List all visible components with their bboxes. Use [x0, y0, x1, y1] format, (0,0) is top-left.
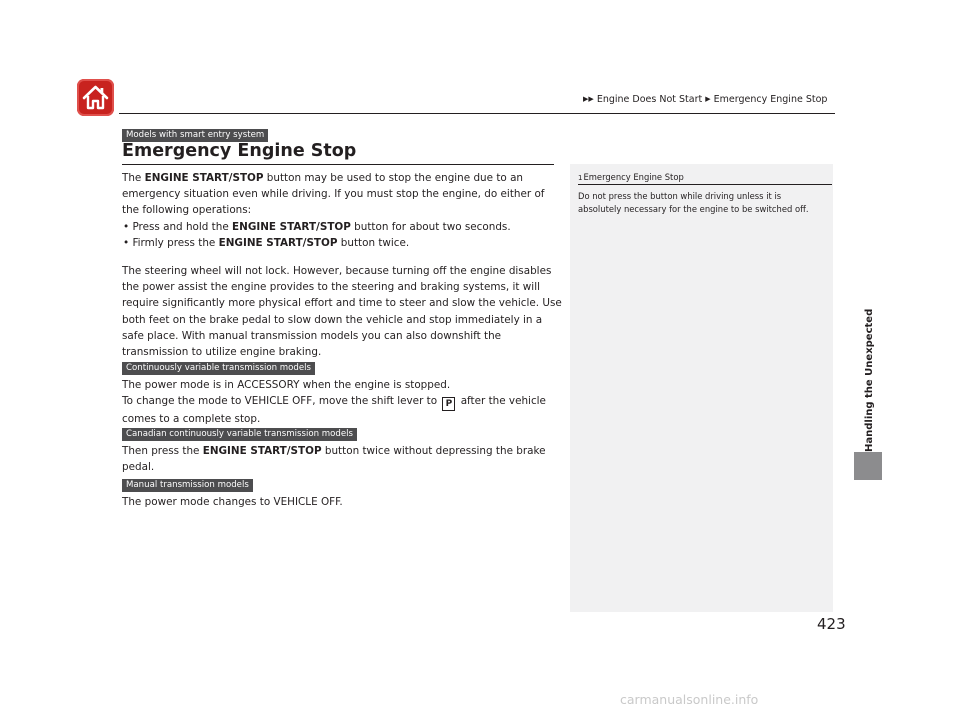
note-title-text: Emergency Engine Stop: [583, 172, 684, 182]
cvt-line-1: The power mode is in ACCESSORY when the engine is stopped.: [122, 379, 451, 391]
double-arrow-icon: ▶▶: [583, 95, 594, 103]
breadcrumb: [583, 94, 827, 105]
bullet2-post: button twice.: [337, 236, 410, 249]
manual-paragraph: The power mode changes to VEHICLE OFF.: [122, 496, 343, 508]
home-icon: [81, 83, 110, 112]
intro-text-post: button may be used to stop the engine due to an emergency situation even while driving. If you must stop the engine, do either of the following operations:: [122, 172, 545, 217]
bullet2-pre: Firmly press the: [132, 236, 219, 249]
arrow-icon: ▶: [705, 95, 711, 103]
bullet1-pre: Press and hold the: [132, 220, 233, 233]
tag-smart-entry: Models with smart entry system: [122, 129, 268, 142]
steering-paragraph: The steering wheel will not lock. However, because turning off the engine disables the power assist the engine provides to the steering and braking systems, it will require significantly more physical effort and time to steer and slow the vehicle. Use both feet on the brake pedal to slow down the vehicle and stop immediately in a safe place. With manual transmission models you can also downshift the transmission to utilize engine braking.: [122, 265, 562, 359]
sidebar-note-title: [578, 172, 832, 185]
bullet2-button-name: ENGINE START/STOP: [218, 236, 338, 249]
home-button[interactable]: [77, 79, 114, 116]
tag-cvt: Continuously variable transmission models: [122, 362, 315, 375]
header-divider: [119, 113, 835, 114]
title-divider: [122, 164, 554, 165]
page-title: Emergency Engine Stop: [122, 141, 357, 161]
bullet1-post: button for about two seconds.: [350, 220, 511, 233]
cvt-paragraph: [122, 377, 562, 427]
page-number: 423: [817, 615, 846, 633]
sidebar-note-box: [570, 164, 833, 612]
sidebar-note-body: Do not press the button while driving unless it is absolutely necessary for the engine to be switched off.: [578, 191, 809, 214]
tag-manual: Manual transmission models: [122, 479, 253, 492]
tag-canadian-cvt: Canadian continuously variable transmission models: [122, 428, 357, 441]
note-marker: 1: [578, 174, 583, 182]
cvt-line-2-pre: To change the mode to VEHICLE OFF, move the shift lever to: [122, 395, 441, 408]
bullet-item-2: • Firmly press the ENGINE START/STOP button twice.: [123, 236, 410, 249]
intro-paragraph: [122, 170, 562, 251]
bullet1-button-name: ENGINE START/STOP: [232, 220, 351, 233]
side-tab-marker: [854, 452, 882, 480]
breadcrumb-parent[interactable]: Engine Does Not Start: [596, 94, 703, 105]
cvt-line-2-post: after the vehicle comes to a complete stop.: [122, 395, 546, 426]
bullet-item-1: • Press and hold the ENGINE START/STOP button for about two seconds.: [123, 220, 511, 233]
watermark: carmanualsonline.info: [620, 692, 759, 707]
intro-button-name: ENGINE START/STOP: [144, 172, 264, 184]
canadian-pre: Then press the: [122, 445, 203, 457]
intro-text-pre: The: [122, 172, 145, 184]
cvt-line-2: [122, 393, 562, 427]
canadian-paragraph: [122, 443, 562, 475]
park-gear-icon: P: [442, 397, 455, 411]
canadian-post: button twice without depressing the brake pedal.: [122, 445, 546, 474]
canadian-button-name: ENGINE START/STOP: [202, 445, 322, 457]
breadcrumb-current: Emergency Engine Stop: [713, 94, 828, 105]
